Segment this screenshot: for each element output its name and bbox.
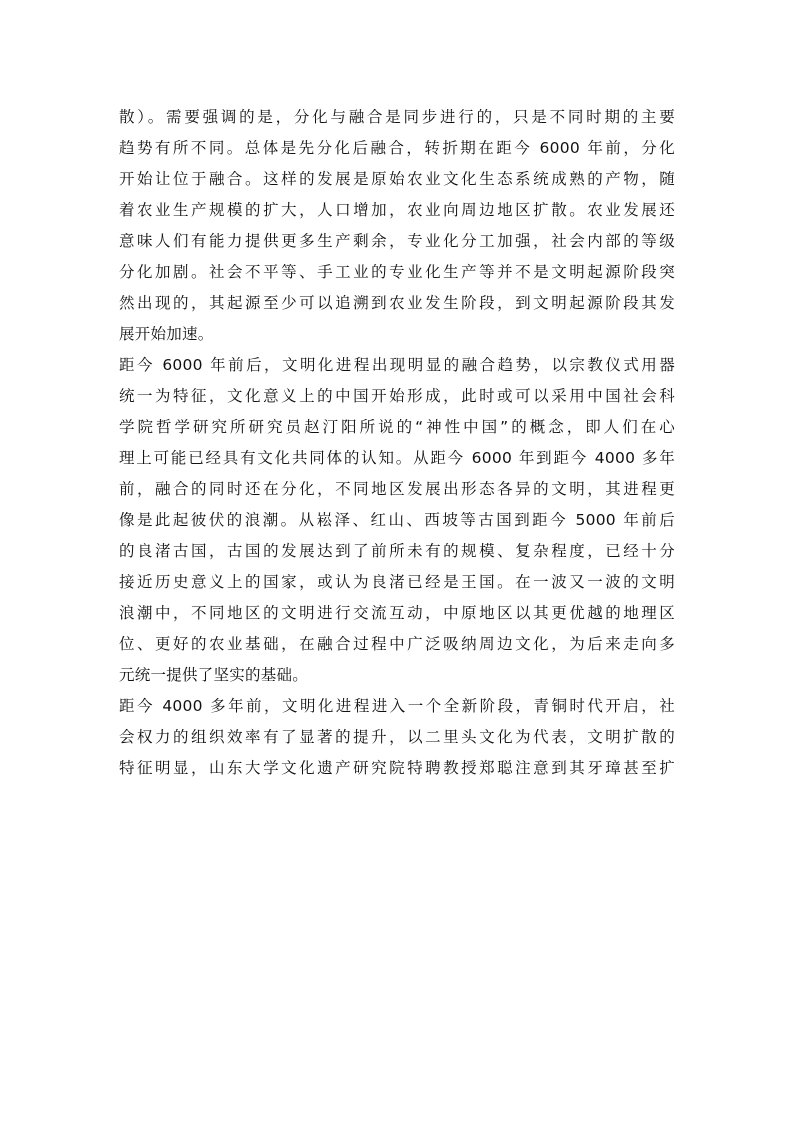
paragraph: [119, 350, 675, 691]
text-line: 理上可能已经具有文化共同体的认知。从距今 6000 年到距今 4000 多年: [119, 449, 675, 467]
text-line: 开始让位于融合。这样的发展是原始农业文化生态系统成熟的产物，随: [119, 170, 675, 188]
text-line: 浪潮中，不同地区的文明进行交流互动，中原地区以其更优越的地理区: [119, 604, 675, 622]
text-line: 前，融合的同时还在分化，不同地区发展出形态各异的文明，其进程更: [119, 480, 675, 498]
text-line: 会权力的组织效率有了显著的提升，以二里头文化为代表，文明扩散的: [119, 728, 675, 746]
text-line: 距今 6000 年前后，文明化进程出现明显的融合趋势，以宗教仪式用器: [119, 356, 675, 374]
paragraph: [119, 691, 675, 784]
document-body: [119, 102, 675, 784]
text-line: 着农业生产规模的扩大，人口增加，农业向周边地区扩散。农业发展还: [119, 201, 675, 219]
text-line: 意味人们有能力提供更多生产剩余，专业化分工加强，社会内部的等级: [119, 232, 675, 250]
text-line: 像是此起彼伏的浪潮。从崧泽、红山、西坡等古国到距今 5000 年前后: [119, 511, 675, 529]
text-line: 展开始加速。: [119, 325, 214, 343]
paragraph: [119, 102, 675, 350]
text-line: 的良渚古国，古国的发展达到了前所未有的规模、复杂程度，已经十分: [119, 542, 675, 560]
text-line: 特征明显，山东大学文化遗产研究院特聘教授郑聪注意到其牙璋甚至扩: [119, 759, 675, 777]
text-line: 学院哲学研究所研究员赵汀阳所说的“神性中国”的概念，即人们在心: [119, 418, 675, 436]
text-line: 接近历史意义上的国家，或认为良渚已经是王国。在一波又一波的文明: [119, 573, 675, 591]
text-line: 然出现的，其起源至少可以追溯到农业发生阶段，到文明起源阶段其发: [119, 294, 675, 312]
text-line: 分化加剧。社会不平等、手工业的专业化生产等并不是文明起源阶段突: [119, 263, 675, 281]
text-line: 散）。需要强调的是，分化与融合是同步进行的，只是不同时期的主要: [119, 108, 675, 126]
text-line: 统一为特征，文化意义上的中国开始形成，此时或可以采用中国社会科: [119, 387, 675, 405]
text-line: 趋势有所不同。总体是先分化后融合，转折期在距今 6000 年前，分化: [119, 139, 675, 157]
text-line: 元统一提供了坚实的基础。: [119, 666, 309, 684]
text-line: 位、更好的农业基础，在融合过程中广泛吸纳周边文化，为后来走向多: [119, 635, 675, 653]
text-line: 距今 4000 多年前，文明化进程进入一个全新阶段，青铜时代开启，社: [119, 697, 675, 715]
